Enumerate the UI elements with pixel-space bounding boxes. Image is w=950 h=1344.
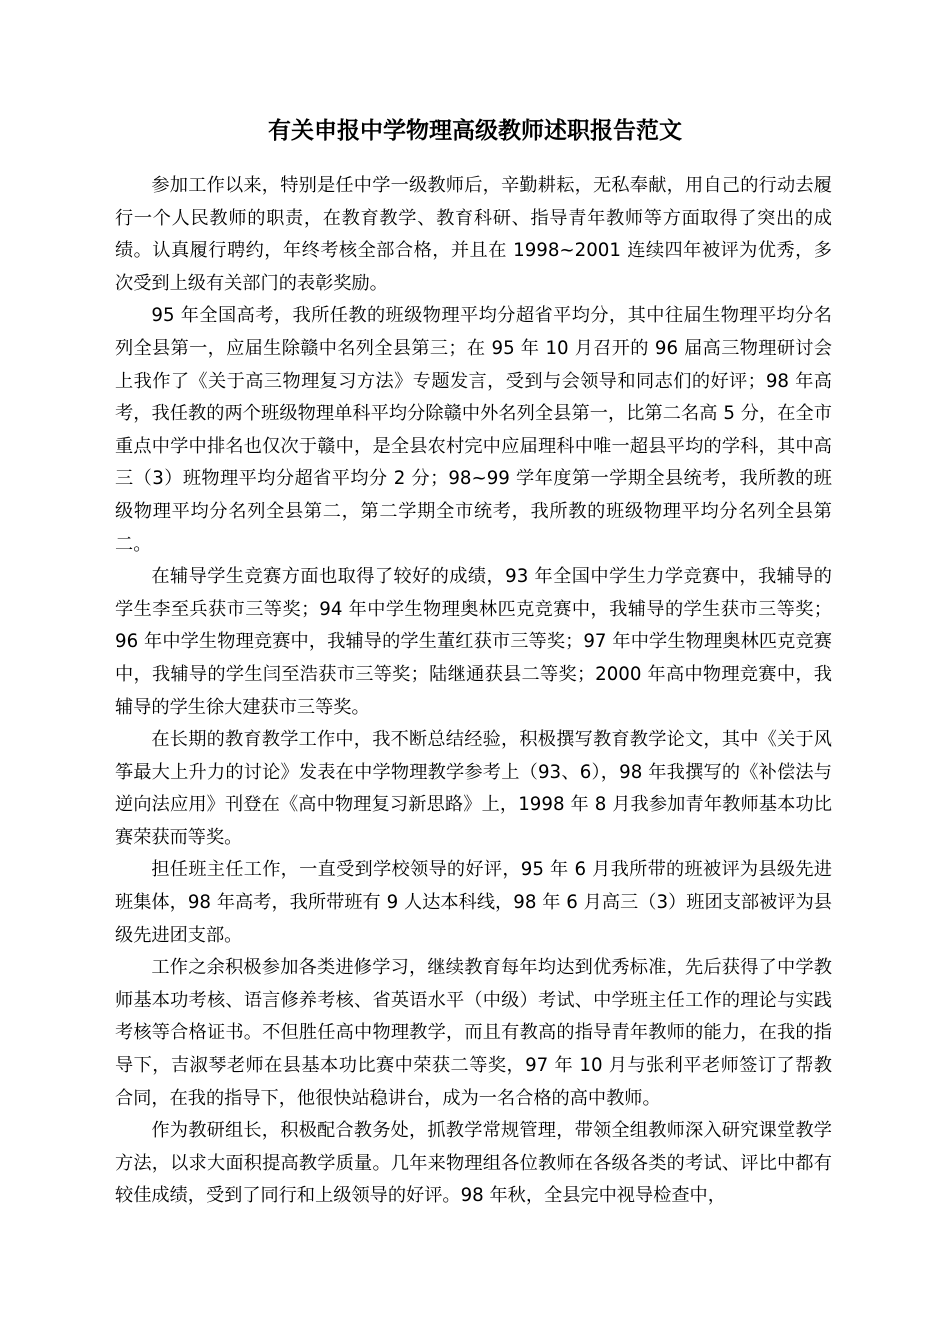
paragraph: 在长期的教育教学工作中，我不断总结经验，积极撰写教育教学论文，其中《关于风筝最大上升力的讨论》发表在中学物理教学参考上（93、6），98 年我撰写的《补偿法与逆向法应用》刊登在《高中物理复习新思路》上，1998 年 8 月我参加青年教师基本功比赛荣获而等奖。 xyxy=(115,729,832,848)
paragraph: 95 年全国高考，我所任教的班级物理平均分超省平均分，其中往届生物理平均分名列全县第一，应届生除赣中名列全县第三；在 95 年 10 月召开的 96 届高三物理研讨会上我作了《关于高三物理复习方法》专题发言，受到与会领导和同志们的好评；98 年高考，我任教的两个班级物理单科平均分除赣中外名列全县第一，比第二名高 5 分，在全市重点中学中排名也仅次于赣中，是全县农村完中应届理科中唯一超县平均的学科，其中高三（3）班物理平均分超省平均分 2 分；98~99 学年度第一学期全县统考，我所教的班级物理平均分名列全县第二，第二学期全市统考，我所教的班级物理平均分名列全县第二。 xyxy=(115,305,832,555)
paragraph: 在辅导学生竞赛方面也取得了较好的成绩，93 年全国中学生力学竞赛中，我辅导的学生李至兵获市三等奖；94 年中学生物理奥林匹克竞赛中，我辅导的学生获市三等奖；96 年中学生物理竞赛中，我辅导的学生董红获市三等奖；97 年中学生物理奥林匹克竞赛中，我辅导的学生闫至浩获市三等奖；陆继通获县二等奖；2000 年高中物理竞赛中，我辅导的学生徐大建获市三等奖。 xyxy=(115,566,832,718)
paragraph: 担任班主任工作，一直受到学校领导的好评，95 年 6 月我所带的班被评为县级先进班集体，98 年高考，我所带班有 9 人达本科线，98 年 6 月高三（3）班团支部被评为县级先进团支部。 xyxy=(115,859,832,946)
paragraph: 作为教研组长，积极配合教务处，抓教学常规管理，带领全组教师深入研究课堂教学方法，以求大面积提高教学质量。几年来物理组各位教师在各级各类的考试、评比中都有较佳成绩，受到了同行和上级领导的好评。98 年秋，全县完中视导检查中， xyxy=(115,1120,832,1207)
paragraph: 工作之余积极参加各类进修学习，继续教育每年均达到优秀标准，先后获得了中学教师基本功考核、语言修养考核、省英语水平（中级）考试、中学班主任工作的理论与实践考核等合格证书。不但胜任高中物理教学，而且有教高的指导青年教师的能力，在我的指导下，吉淑琴老师在县基本功比赛中荣获二等奖，97 年 10 月与张利平老师签订了帮教合同，在我的指导下，他很快站稳讲台，成为一名合格的高中教师。 xyxy=(115,957,832,1109)
document-body xyxy=(115,170,832,1213)
document-title: 有关申报中学物理高级教师述职报告范文 xyxy=(268,118,682,144)
paragraph: 参加工作以来，特别是任中学一级教师后，辛勤耕耘，无私奉献，用自己的行动去履行一个人民教师的职责，在教育教学、教育科研、指导青年教师等方面取得了突出的成绩。认真履行聘约，年终考核全部合格，并且在 1998~2001 连续四年被评为优秀，多次受到上级有关部门的表彰奖励。 xyxy=(115,175,832,294)
